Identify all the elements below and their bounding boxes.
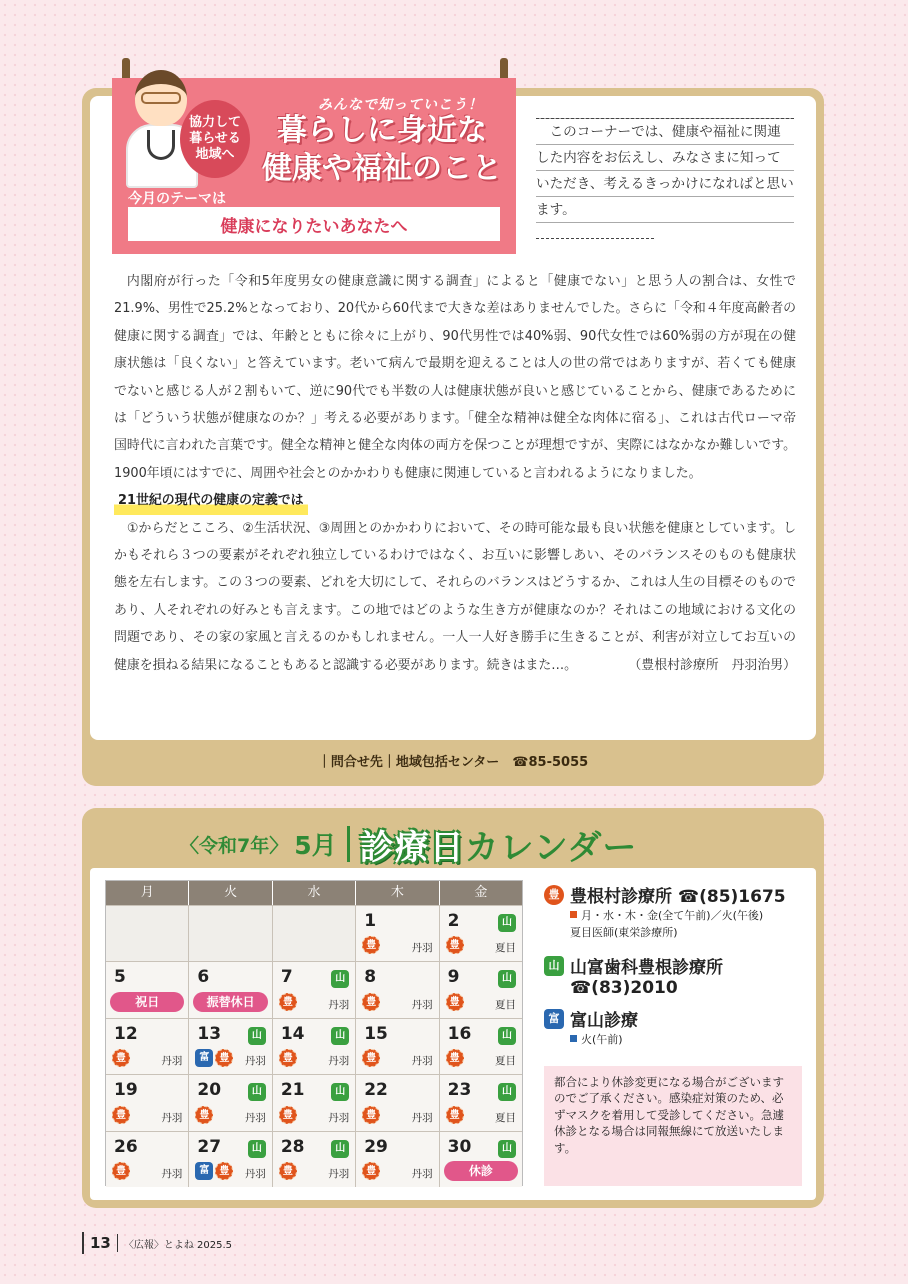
calendar-day-cell bbox=[273, 1019, 356, 1074]
weekday-header: 火 bbox=[189, 881, 272, 905]
corner-title-line2: 健康や福祉のこと bbox=[262, 151, 502, 186]
calendar-day-cell bbox=[106, 1075, 189, 1130]
cooperation-badge: 協力して暮らせる地域へ bbox=[180, 100, 250, 178]
calendar-week-row bbox=[106, 1131, 522, 1187]
calendar-day-cell bbox=[440, 1075, 522, 1130]
toyone-clinic-icon: 豊 bbox=[446, 1049, 464, 1067]
weekday-header: 月 bbox=[106, 881, 189, 905]
calendar-era: 〈令和7年〉 bbox=[180, 834, 289, 857]
weekday-header: 金 bbox=[474, 885, 488, 900]
toyone-clinic-icon: 豊 bbox=[195, 1106, 213, 1124]
yama-dental-icon: 山 bbox=[248, 1027, 266, 1045]
calendar-empty-cell bbox=[106, 906, 189, 961]
day-number: 27 bbox=[197, 1136, 222, 1157]
weekday-header: 水 bbox=[273, 881, 356, 905]
calendar-day-cell bbox=[356, 1019, 439, 1074]
calendar-day-cell bbox=[356, 962, 439, 1017]
calendar-grid bbox=[105, 880, 523, 1186]
toyone-clinic-hours bbox=[544, 907, 814, 924]
page-number: 13 bbox=[90, 1234, 111, 1252]
calendar-day-cell bbox=[189, 1019, 272, 1074]
toyone-clinic-icon: 豊 bbox=[279, 1162, 297, 1180]
calendar-title bbox=[180, 820, 637, 868]
doctor-name: 夏目 bbox=[495, 1111, 517, 1124]
corner-subtitle: みんなで知っていこう！ bbox=[318, 97, 483, 113]
calendar-notice: 都合により休診変更になる場合がございますのでご了承ください。感染症対策のため、必ずマスクを着用して受診してください。急遽休診となる場合は同報無線にて放送いたします。 bbox=[544, 1066, 802, 1186]
weekday-header: 木 bbox=[356, 881, 439, 905]
footer-divider bbox=[117, 1234, 118, 1252]
day-number: 14 bbox=[280, 1023, 305, 1044]
closed-day-badge: 休診 bbox=[444, 1161, 518, 1181]
day-number: 8 bbox=[364, 967, 377, 988]
footer-bar bbox=[82, 1232, 84, 1254]
toyone-clinic-icon: 豊 bbox=[279, 1049, 297, 1067]
theme-title: 健康になりたいあなたへ bbox=[128, 207, 500, 241]
day-number: 1 bbox=[364, 911, 377, 931]
toyone-clinic-icon: 豊 bbox=[112, 1049, 130, 1067]
tomi-clinic-hours bbox=[544, 1031, 814, 1048]
calendar-day-cell bbox=[440, 1019, 522, 1074]
calendar-body bbox=[106, 905, 522, 1187]
calendar-legend bbox=[544, 882, 814, 1048]
tomi-clinic-name: 富山診療 bbox=[570, 1011, 638, 1031]
day-number: 20 bbox=[197, 1080, 222, 1101]
publication-name: 〈広報〉とよね 2025.5 bbox=[123, 1239, 233, 1251]
tomi-clinic-icon: 富 bbox=[195, 1049, 213, 1067]
day-number: 7 bbox=[280, 967, 293, 988]
doctor-name: 夏目 bbox=[495, 998, 517, 1011]
tomi-clinic-icon: 富 bbox=[195, 1162, 213, 1180]
article-body bbox=[114, 268, 796, 679]
yama-dental-icon: 山 bbox=[498, 1027, 516, 1045]
day-number: 23 bbox=[447, 1080, 472, 1101]
toyone-clinic-icon: 豊 bbox=[279, 993, 297, 1011]
calendar-day-cell bbox=[356, 1075, 439, 1130]
square-bullet-icon bbox=[570, 911, 577, 918]
calendar-empty-cell bbox=[189, 906, 272, 961]
yama-dental-icon: 山 bbox=[248, 1140, 266, 1158]
corner-title bbox=[252, 112, 512, 188]
toyone-clinic-icon: 豊 bbox=[446, 1106, 464, 1124]
square-bullet-icon bbox=[570, 1035, 577, 1042]
day-number: 13 bbox=[197, 1023, 222, 1044]
toyone-clinic-icon: 豊 bbox=[279, 1106, 297, 1124]
toyone-clinic-doctor: 夏目医師(東栄診療所) bbox=[570, 926, 678, 939]
calendar-day-cell bbox=[356, 906, 439, 961]
day-number: 26 bbox=[114, 1136, 138, 1157]
toyone-clinic-icon: 豊 bbox=[362, 1049, 380, 1067]
yama-dental-icon: 山 bbox=[498, 1140, 516, 1158]
intro-divider bbox=[536, 238, 654, 239]
stethoscope-icon bbox=[147, 130, 175, 160]
calendar-title-divider bbox=[347, 826, 350, 862]
calendar-day-cell bbox=[440, 1132, 522, 1187]
toyone-clinic-icon: 豊 bbox=[362, 936, 380, 954]
calendar-empty-cell bbox=[273, 906, 356, 961]
article-signature: （豊根村診療所 丹羽治男） bbox=[628, 657, 796, 673]
doctor-name: 丹羽 bbox=[411, 1167, 433, 1180]
doctor-name: 丹羽 bbox=[328, 998, 350, 1011]
calendar-day-cell bbox=[273, 1075, 356, 1130]
yama-dental-icon: 山 bbox=[248, 1083, 266, 1101]
legend-tomi bbox=[544, 1006, 814, 1031]
toyone-clinic-icon: 豊 bbox=[215, 1162, 233, 1180]
day-number: 5 bbox=[114, 967, 126, 988]
contact-info: ｜問合せ先｜地域包括センター ☎85-5055 bbox=[317, 755, 589, 770]
doctor-name: 丹羽 bbox=[411, 998, 433, 1011]
calendar-day-cell bbox=[273, 1132, 356, 1187]
tomi-clinic-icon: 富 bbox=[544, 1009, 564, 1029]
corner-intro-text: このコーナーでは、健康や福祉に関連した内容をお伝えし、みなさまに知っていただき、考えるきっかけになればと思います。 bbox=[536, 124, 794, 218]
calendar-week-row bbox=[106, 1074, 522, 1130]
day-number: 12 bbox=[114, 1023, 138, 1044]
doctor-name: 丹羽 bbox=[328, 1167, 350, 1180]
toyone-clinic-icon: 豊 bbox=[446, 936, 464, 954]
doctor-name: 夏目 bbox=[495, 1055, 517, 1068]
day-number: 29 bbox=[364, 1136, 388, 1157]
legend-toyone bbox=[544, 882, 814, 907]
toyone-clinic-icon: 豊 bbox=[215, 1049, 233, 1067]
calendar-day-cell bbox=[440, 906, 522, 961]
doctor-name: 丹羽 bbox=[328, 1111, 350, 1124]
corner-title-line1: 暮らしに身近な bbox=[277, 113, 487, 148]
calendar-week-row bbox=[106, 905, 522, 961]
doctor-name: 丹羽 bbox=[244, 1111, 266, 1124]
doctor-name: 夏目 bbox=[495, 942, 517, 955]
day-number: 21 bbox=[280, 1080, 305, 1101]
page-footer bbox=[82, 1232, 232, 1254]
yama-dental-icon: 山 bbox=[331, 1083, 349, 1101]
calendar-day-cell bbox=[106, 962, 189, 1017]
calendar-day-cell bbox=[440, 962, 522, 1017]
doctor-name: 丹羽 bbox=[161, 1055, 183, 1068]
day-number: 9 bbox=[447, 967, 460, 988]
toyone-clinic-hours-text: 月・水・木・金(全て午前)／火(午後) bbox=[581, 909, 764, 922]
legend-yama bbox=[544, 953, 814, 978]
day-number: 19 bbox=[114, 1080, 138, 1101]
calendar-day-cell bbox=[189, 962, 272, 1017]
yama-dental-icon: 山 bbox=[331, 970, 349, 988]
calendar-month: 5月 bbox=[294, 831, 337, 860]
toyone-clinic-icon: 豊 bbox=[112, 1106, 130, 1124]
calendar-main-title bbox=[360, 820, 638, 869]
toyone-clinic-name: 豊根村診療所 ☎(85)1675 bbox=[570, 887, 786, 907]
theme-label: 今月のテーマは bbox=[128, 191, 226, 207]
yama-dental-icon: 山 bbox=[498, 970, 516, 988]
day-number: 30 bbox=[447, 1136, 472, 1157]
calendar-day-cell bbox=[356, 1132, 439, 1187]
yama-dental-tel: ☎(83)2010 bbox=[570, 978, 678, 998]
doctor-name: 丹羽 bbox=[244, 1167, 266, 1180]
toyone-clinic-icon: 豊 bbox=[362, 1162, 380, 1180]
doctor-name: 丹羽 bbox=[161, 1111, 183, 1124]
calendar-day-cell bbox=[106, 1019, 189, 1074]
calendar-week-row bbox=[106, 961, 522, 1017]
yama-dental-icon: 山 bbox=[498, 1083, 516, 1101]
calendar-weekday-header bbox=[106, 881, 522, 905]
yama-dental-icon: 山 bbox=[498, 914, 516, 932]
yama-dental-icon: 山 bbox=[331, 1140, 349, 1158]
day-number: 22 bbox=[364, 1080, 388, 1101]
calendar-title-green: カレンダー bbox=[464, 827, 638, 868]
article-paragraph-2 bbox=[114, 515, 796, 679]
toyone-clinic-icon: 豊 bbox=[112, 1162, 130, 1180]
toyone-clinic-icon: 豊 bbox=[446, 993, 464, 1011]
calendar-week-row bbox=[106, 1018, 522, 1074]
closed-day-badge: 祝日 bbox=[110, 992, 184, 1012]
corner-intro bbox=[536, 118, 794, 223]
article-paragraph-1: 内閣府が行った「令和5年度男女の健康意識に関する調査」によると「健康でない」と思う人の割合は、女性で21.9%、男性で25.2%となっており、20代から60代まで大きな差はありませんでした。さらに「令和４年度高齢者の健康に関する調査」では、年齢とともに徐々に上がり、90代男性では40%弱、90代女性では60%弱の方が現在の健康状態は「良くない」と答えています。老いて病んで最期を迎えることは人の世の常ではありますが、若くても健康でないと感じる人が２割もいて、逆に90代でも半数の人は健康状態が良いと感じていることから、健康であるためには「どういう状態が健康なのか？」考える必要があります。「健全な精神は健全な肉体に宿る」、これは古代ローマ帝国時代に言われた言葉です。健全な精神と健全な肉体の両方を保つことが理想ですが、実際にはなかなか難しいです。1900年頃にはすでに、周囲や社会とのかかわりも健康に関連していると言われるようになりました。 bbox=[114, 274, 796, 481]
yama-dental-icon: 山 bbox=[331, 1027, 349, 1045]
calendar-day-cell bbox=[189, 1075, 272, 1130]
doctor-name: 丹羽 bbox=[411, 1055, 433, 1068]
yama-dental-icon: 山 bbox=[544, 956, 564, 976]
article-paragraph-2-text: ①からだとこころ、②生活状況、③周囲とのかかわりにおいて、その時可能な最も良い状態を健康としています。しかもそれら３つの要素がそれぞれ独立しているわけではなく、お互いに影響しあい、そのバランスそのものも健康状態を左右します。この３つの要素、どれを大切にして、それらのバランスはどうするか、これは人生の目標そのものであり、人それぞれの好みとも言えます。この地ではどのような生き方が健康なのか？それはこの地域における文化の問題であり、その家の家風と言えるのかもしれません。一人一人好き勝手に生きることが、利害が対立してお互いの健康を損ねる結果になることもあると認識する必要があります。続きはまた…。 bbox=[114, 520, 796, 673]
day-number: 16 bbox=[447, 1023, 472, 1044]
doctor-name: 丹羽 bbox=[161, 1167, 183, 1180]
toyone-clinic-icon: 豊 bbox=[362, 993, 380, 1011]
calendar-day-cell bbox=[273, 962, 356, 1017]
day-number: 15 bbox=[364, 1023, 388, 1044]
doctor-name: 丹羽 bbox=[411, 1111, 433, 1124]
tomi-clinic-hours-text: 火(午前) bbox=[581, 1033, 623, 1046]
calendar-title-black: 診療日 bbox=[359, 827, 465, 868]
calendar-day-cell bbox=[106, 1132, 189, 1187]
closed-day-badge: 振替休日 bbox=[193, 992, 267, 1012]
day-number: 28 bbox=[280, 1136, 305, 1157]
doctor-name: 丹羽 bbox=[244, 1055, 266, 1068]
article-subheading: 21世紀の現代の健康の定義では bbox=[114, 487, 308, 514]
day-number: 6 bbox=[197, 967, 210, 988]
calendar-day-cell bbox=[189, 1132, 272, 1187]
toyone-clinic-icon: 豊 bbox=[544, 885, 564, 905]
glasses-icon bbox=[141, 92, 181, 104]
toyone-clinic-icon: 豊 bbox=[362, 1106, 380, 1124]
doctor-name: 丹羽 bbox=[411, 942, 433, 955]
day-number: 2 bbox=[447, 911, 460, 931]
yama-dental-name: 山富歯科豊根診療所 bbox=[570, 958, 723, 978]
doctor-name: 丹羽 bbox=[328, 1055, 350, 1068]
